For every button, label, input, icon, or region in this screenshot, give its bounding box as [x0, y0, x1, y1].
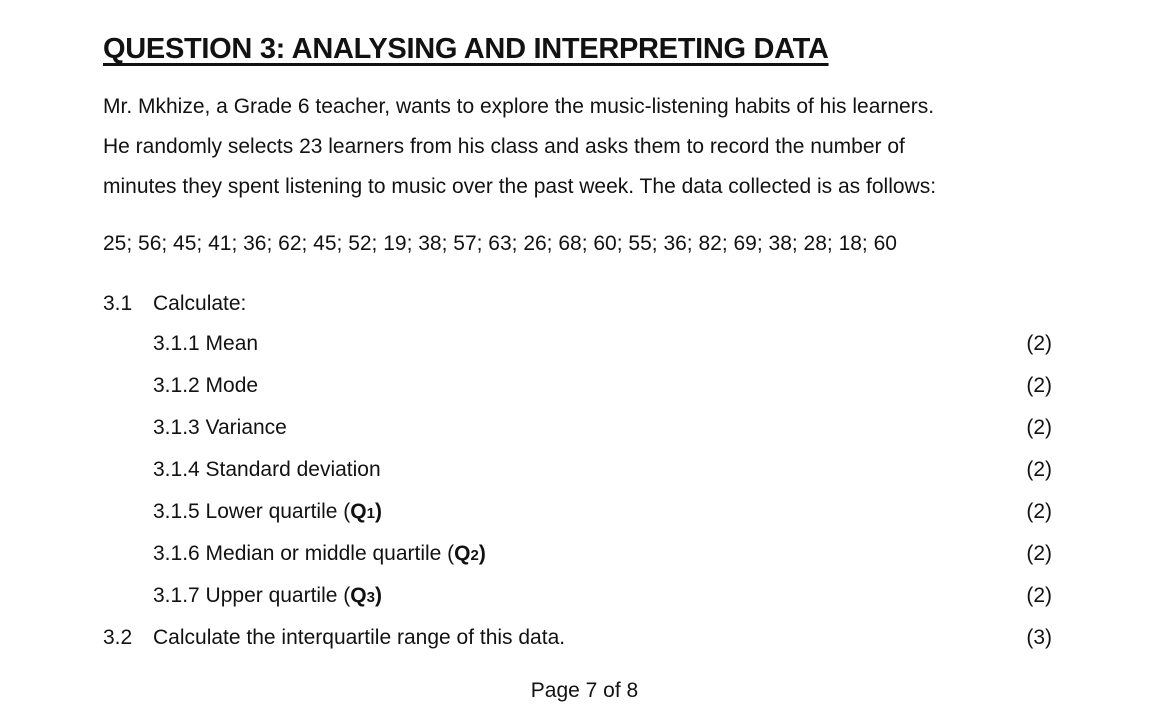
sub-question-3-1-1-label: 3.1.1 Mean	[153, 331, 259, 355]
sub-question-3-1-4-label: 3.1.4 Standard deviation	[153, 457, 381, 481]
page-footer: Page 7 of 8	[530, 678, 639, 702]
question-3-1-number: 3.1	[103, 291, 133, 315]
question-3-1-label: Calculate:	[153, 291, 247, 315]
sub-question-3-1-2-row	[153, 366, 1052, 408]
intro-line-2: He randomly selects 23 learners from his class and asks them to record the number of	[103, 134, 905, 158]
sub-question-3-1-3-row	[153, 408, 1052, 450]
sub-question-3-1-7-label: 3.1.7 Upper quartile (Q3)	[153, 583, 382, 607]
marks-badge: (2)	[1026, 583, 1052, 607]
intro-paragraph	[103, 87, 1052, 207]
page-title: QUESTION 3: ANALYSING AND INTERPRETING DATA	[103, 33, 829, 66]
intro-line-1: Mr. Mkhize, a Grade 6 teacher, wants to explore the music-listening habits of his learners.	[103, 94, 935, 118]
question-3-1-row	[103, 284, 1052, 324]
question-list	[103, 284, 1052, 658]
marks-badge: (3)	[1026, 625, 1052, 649]
marks-badge: (2)	[1026, 541, 1052, 565]
question-3-2-number: 3.2	[103, 625, 133, 649]
question-3-2-label: Calculate the interquartile range of this data.	[153, 625, 566, 649]
sub-question-3-1-1-row	[153, 324, 1052, 366]
question-3-2-row	[103, 618, 1052, 658]
marks-badge: (2)	[1026, 331, 1052, 355]
marks-badge: (2)	[1026, 499, 1052, 523]
sub-question-3-1-4-row	[153, 450, 1052, 492]
sub-question-3-1-5-row	[153, 492, 1052, 534]
sub-question-3-1-6-label: 3.1.6 Median or middle quartile (Q2)	[153, 541, 486, 565]
sub-question-3-1-2-label: 3.1.2 Mode	[153, 373, 259, 397]
sub-question-3-1-5-label: 3.1.5 Lower quartile (Q1)	[153, 499, 382, 523]
marks-badge: (2)	[1026, 415, 1052, 439]
sub-question-3-1-7-row	[153, 576, 1052, 618]
sub-question-3-1-6-row	[153, 534, 1052, 576]
intro-line-3: minutes they spent listening to music over the past week. The data collected is as follows:	[103, 174, 937, 198]
sub-question-3-1-3-label: 3.1.3 Variance	[153, 415, 287, 439]
marks-badge: (2)	[1026, 373, 1052, 397]
data-values-line: 25; 56; 45; 41; 36; 62; 45; 52; 19; 38; 57; 63; 26; 68; 60; 55; 36; 82; 69; 38; 28; 18; 60	[103, 231, 897, 255]
marks-badge: (2)	[1026, 457, 1052, 481]
